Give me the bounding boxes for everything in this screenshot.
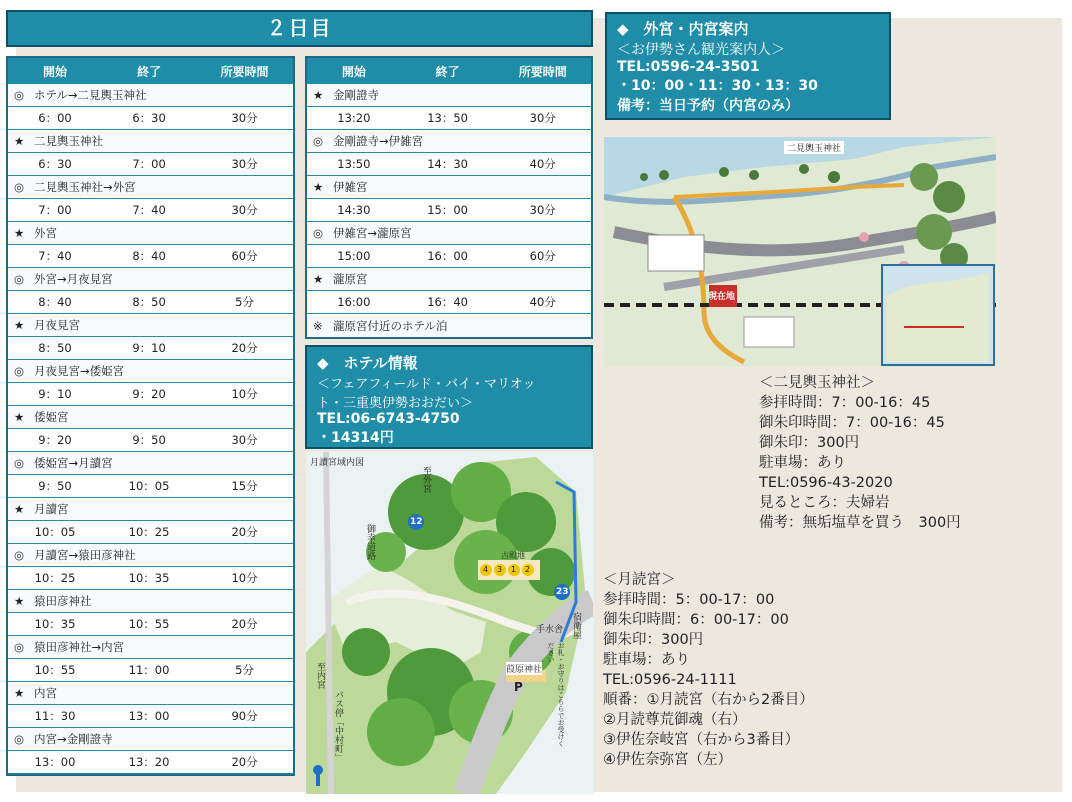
activity-mark: ◎ [14, 272, 25, 286]
activity-label: 金剛證寺 [333, 88, 379, 102]
hotel-price: ・14314円 [317, 430, 394, 446]
note-mark: ※ [313, 318, 323, 333]
activity-label-row [8, 268, 293, 291]
activity-label: 月夜見宮→倭姫宮 [34, 364, 125, 378]
activity-label: 内宮→金剛證寺 [34, 732, 113, 746]
start-time: 15:00 [337, 249, 371, 263]
activity-time-row [8, 475, 293, 498]
note-line: 御朱印時間：7：00-16：45 [759, 415, 945, 431]
activity-label: 瀧原宮 [333, 272, 368, 286]
end-time: 7：00 [132, 157, 166, 171]
duration: 90分 [231, 709, 258, 723]
map1-title: 二見輿玉神社 [784, 141, 844, 154]
header-duration: 所要時間 [518, 64, 567, 79]
start-time: 7：00 [38, 203, 72, 217]
end-time: 13：20 [128, 755, 170, 769]
start-time: 8：50 [38, 341, 72, 355]
end-time: 13：50 [427, 111, 468, 125]
futami-shrine-notes [759, 373, 961, 533]
start-time: 16:00 [337, 295, 371, 309]
road-label: 御幸道路 [365, 524, 375, 560]
start-time: 7：40 [38, 249, 72, 263]
duration: 60分 [231, 249, 258, 263]
guide-heading: ◆ 外宮・内宮案内 [617, 20, 749, 38]
duration: 60分 [529, 249, 556, 263]
note-line: 参拝時間：5：00-17：00 [603, 592, 775, 608]
guide-info-box [605, 12, 891, 120]
note-line: ④伊佐奈弥宮（左） [603, 752, 732, 768]
header-end: 終了 [435, 64, 460, 79]
start-time: 10：55 [34, 663, 76, 677]
schedule-table-right [305, 56, 593, 339]
note-line: 順番：①月読宮（右から2番目） [603, 692, 814, 708]
activity-label-row [307, 222, 591, 245]
activity-label-row [8, 498, 293, 521]
end-time: 9：10 [132, 341, 166, 355]
activity-mark: ◎ [14, 456, 25, 470]
duration: 40分 [529, 157, 556, 171]
guide-times: ・10：00・11：30・13：30 [617, 78, 818, 94]
temizu-label: 手水舎 [536, 625, 564, 635]
activity-label-row [8, 728, 293, 751]
activity-label: 猿田彦神社→内宮 [34, 640, 125, 654]
hotel-name-line1: ＜フェアフィールド・バイ・マリオッ [317, 377, 536, 392]
end-time: 16：40 [427, 295, 468, 309]
activity-label: 月讀宮→猿田彦神社 [34, 548, 136, 562]
start-time: 8：40 [38, 295, 72, 309]
header-start: 開始 [341, 64, 366, 79]
activity-label-row [8, 130, 293, 153]
shrine-number-3: 3 [497, 565, 503, 574]
table-header [8, 58, 293, 84]
note-line: 見るところ：夫婦岩 [759, 495, 890, 511]
activity-time-row [8, 291, 293, 314]
note-line: ＜二見輿玉神社＞ [759, 375, 875, 391]
end-time: 9：50 [132, 433, 166, 447]
guide-subtitle: ＜お伊勢さん観光案内人＞ [617, 42, 785, 58]
yoshihara-shrine-label: 葭原神社 [506, 662, 542, 675]
tsukiyomi-precinct-map [306, 452, 593, 794]
start-time: 6：00 [38, 111, 72, 125]
note-line: 備考：無垢塩草を買う 300円 [759, 515, 961, 531]
map1-here-label: 現在地 [708, 292, 736, 302]
activity-time-row [8, 659, 293, 682]
start-time: 10：25 [34, 571, 76, 585]
notice-label: お札・お守りはこちらでお受けください [547, 642, 565, 747]
header-start: 開始 [43, 64, 68, 79]
activity-label-row [307, 130, 591, 153]
end-time: 10：05 [128, 479, 170, 493]
activity-label: 月讀宮 [34, 502, 69, 516]
tsukiyomi-shrine-notes [603, 570, 814, 770]
activity-label: 猿田彦神社 [34, 594, 92, 608]
duration: 20分 [231, 755, 258, 769]
activity-mark: ◎ [14, 180, 25, 194]
activity-label: 二見輿玉神社 [34, 134, 103, 148]
activity-time-row [8, 567, 293, 590]
activity-time-row [307, 291, 591, 314]
duration: 5分 [235, 295, 254, 309]
activity-label: 外宮→月夜見宮 [34, 272, 113, 286]
activity-time-row [8, 751, 293, 774]
activity-label: ホテル→二見輿玉神社 [34, 88, 147, 102]
end-time: 6：30 [132, 111, 166, 125]
activity-time-row [307, 107, 591, 130]
activity-label: 外宮 [34, 226, 57, 240]
activity-mark: ◎ [14, 548, 25, 562]
to-geku-label: 至外宮 [421, 466, 431, 493]
activity-label-row [8, 452, 293, 475]
activity-label-row [8, 84, 293, 107]
activity-time-row [8, 613, 293, 636]
activity-label-row [307, 268, 591, 291]
note-line: TEL:0596-24-1111 [603, 672, 737, 688]
duration: 30分 [231, 203, 258, 217]
shrine-number-4: 4 [483, 565, 489, 574]
activity-time-row [307, 153, 591, 176]
duration: 20分 [231, 617, 258, 631]
note-line: 御朱印：300円 [759, 435, 860, 451]
map2-title: 月讀宮域内図 [310, 458, 365, 468]
guide-tel: TEL:0596-24-3501 [617, 59, 760, 75]
activity-time-row [307, 245, 591, 268]
activity-mark: ◎ [313, 226, 324, 240]
bus-stop-label: バス停「中村町」 [333, 690, 343, 762]
duration: 5分 [235, 663, 254, 677]
activity-time-row [8, 429, 293, 452]
activity-mark: ◎ [14, 364, 25, 378]
activity-label-row [307, 84, 591, 107]
activity-time-row [8, 521, 293, 544]
to-naiku-label: 至内宮 [315, 662, 325, 689]
activity-mark: ◎ [14, 732, 25, 746]
duration: 30分 [231, 433, 258, 447]
shrine-number-1: 1 [511, 565, 517, 574]
activity-mark: ★ [14, 686, 25, 700]
duration: 40分 [529, 295, 556, 309]
hotel-heading: ◆ ホテル情報 [317, 354, 418, 372]
parking-label: P [514, 680, 523, 694]
activity-label-row [8, 544, 293, 567]
start-time: 13:50 [337, 157, 371, 171]
activity-mark: ★ [14, 318, 25, 332]
activity-mark: ★ [313, 272, 324, 286]
end-time: 7：40 [132, 203, 166, 217]
activity-label: 倭姫宮 [34, 410, 69, 424]
header-duration: 所要時間 [220, 64, 269, 79]
end-time: 8：40 [132, 249, 166, 263]
duration: 30分 [529, 111, 556, 125]
activity-label: 月夜見宮 [34, 318, 80, 332]
activity-label-row [8, 590, 293, 613]
start-time: 14:30 [337, 203, 371, 217]
end-time: 8：50 [132, 295, 166, 309]
honden-label: 古殿地 [501, 551, 525, 560]
note-line: 御朱印：300円 [603, 632, 704, 648]
duration: 30分 [231, 111, 258, 125]
route-23-label: 23 [556, 587, 569, 597]
end-time: 14：30 [427, 157, 468, 171]
activity-label: 二見輿玉神社→外宮 [34, 180, 136, 194]
shrine-number-2: 2 [525, 565, 531, 574]
duration: 30分 [529, 203, 556, 217]
activity-time-row [8, 383, 293, 406]
activity-label-row [8, 406, 293, 429]
activity-label-row [8, 176, 293, 199]
activity-mark: ◎ [14, 88, 25, 102]
office-label: 宿衛屋 [571, 612, 581, 639]
end-time: 10：55 [128, 617, 170, 631]
guide-note: 備考：当日予約（内宮のみ） [617, 98, 799, 114]
duration: 20分 [231, 341, 258, 355]
activity-label: 伊雑宮→瀧原宮 [333, 226, 412, 240]
end-time: 13：00 [128, 709, 170, 723]
start-time: 13:20 [337, 111, 371, 125]
activity-label-row [307, 176, 591, 199]
note-line: TEL:0596-43-2020 [759, 475, 893, 491]
duration: 30分 [231, 157, 258, 171]
page-title: ２日目 [6, 10, 593, 47]
activity-mark: ★ [14, 410, 25, 424]
activity-label-row [8, 360, 293, 383]
activity-time-row [307, 199, 591, 222]
activity-mark: ◎ [313, 134, 324, 148]
activity-time-row [8, 337, 293, 360]
hotel-stay-note [307, 314, 591, 337]
start-time: 6：30 [38, 157, 72, 171]
activity-mark: ★ [14, 502, 25, 516]
start-time: 11：30 [34, 709, 76, 723]
activity-mark: ★ [313, 180, 324, 194]
activity-label: 内宮 [34, 686, 57, 700]
note-line: 駐車場：あり [603, 652, 690, 668]
activity-label-row [8, 682, 293, 705]
activity-label-row [8, 222, 293, 245]
hotel-name-line2: ト・三重奥伊勢おおだい＞ [317, 396, 474, 411]
duration: 10分 [231, 571, 258, 585]
activity-label: 伊雑宮 [333, 180, 368, 194]
start-time: 13：00 [34, 755, 76, 769]
note-line: ②月読尊荒御魂（右） [603, 712, 747, 728]
futami-area-map [604, 137, 996, 367]
note-line: ③伊佐奈岐宮（右から3番目） [603, 732, 800, 748]
activity-mark: ★ [14, 226, 25, 240]
schedule-table-left [6, 56, 295, 776]
note-line: ＜月読宮＞ [603, 572, 676, 588]
end-time: 16：00 [427, 249, 468, 263]
duration: 10分 [231, 387, 258, 401]
activity-mark: ★ [14, 594, 25, 608]
activity-time-row [8, 153, 293, 176]
hotel-info-box [305, 345, 593, 449]
activity-time-row [8, 705, 293, 728]
activity-label-row [8, 314, 293, 337]
activity-mark: ★ [14, 134, 25, 148]
activity-time-row [8, 107, 293, 130]
activity-mark: ★ [313, 88, 324, 102]
end-time: 11：00 [128, 663, 170, 677]
end-time: 10：35 [128, 571, 170, 585]
activity-time-row [8, 199, 293, 222]
end-time: 15：00 [427, 203, 468, 217]
note-label: 瀧原宮付近のホテル泊 [333, 318, 448, 333]
activity-label: 金剛證寺→伊雑宮 [333, 134, 424, 148]
activity-label: 倭姫宮→月讀宮 [34, 456, 113, 470]
header-end: 終了 [137, 64, 162, 79]
start-time: 10：05 [34, 525, 76, 539]
start-time: 9：10 [38, 387, 72, 401]
start-time: 9：20 [38, 433, 72, 447]
note-line: 御朱印時間：6：00-17：00 [603, 612, 789, 628]
activity-label-row [8, 636, 293, 659]
activity-mark: ◎ [14, 640, 25, 654]
activity-time-row [8, 245, 293, 268]
note-line: 駐車場：あり [759, 455, 846, 471]
start-time: 10：35 [34, 617, 76, 631]
note-line: 参拝時間：7：00-16：45 [759, 395, 931, 411]
start-time: 9：50 [38, 479, 72, 493]
route-12-label: 12 [410, 517, 423, 527]
duration: 15分 [231, 479, 258, 493]
futami-map-graphic [604, 137, 996, 367]
table-header [307, 58, 591, 84]
duration: 20分 [231, 525, 258, 539]
hotel-tel: TEL:06-6743-4750 [317, 411, 460, 427]
end-time: 9：20 [132, 387, 166, 401]
end-time: 10：25 [128, 525, 170, 539]
